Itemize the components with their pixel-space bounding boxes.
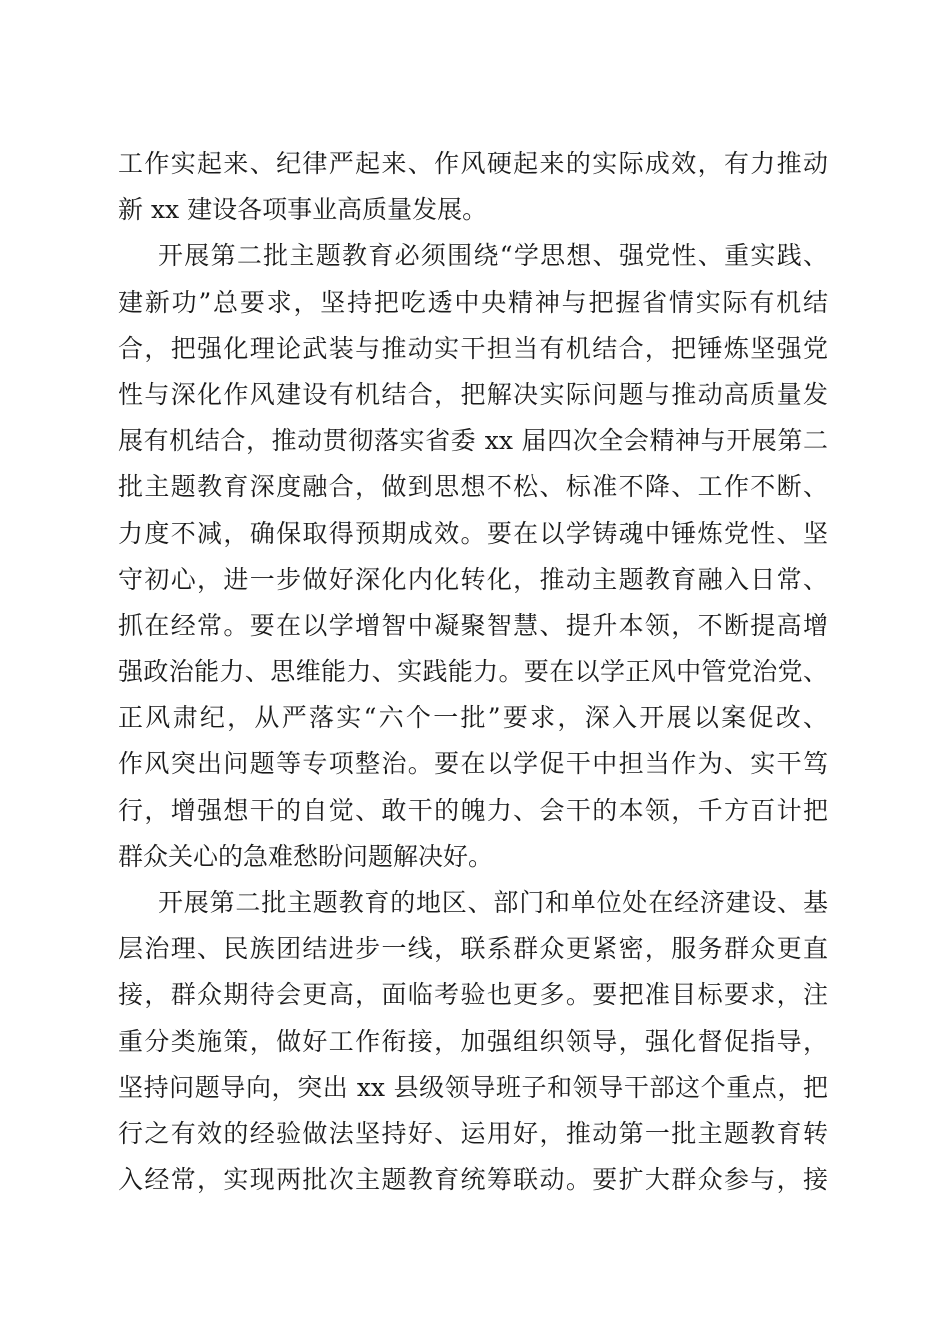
text-line: 正风肃纪，从严落实“六个一批”要求，深入开展以案促改、 [118,703,828,733]
text-line: 守初心，进一步做好深化内化转化，推动主题教育融入日常、 [118,564,828,594]
text-line: 接，群众期待会更高，面临考验也更多。要把准目标要求，注 [118,980,828,1010]
text-line: 作风突出问题等专项整治。要在以学促干中担当作为、实干笃 [118,749,828,779]
text-line: 工作实起来、纪律严起来、作风硬起来的实际成效，有力推动 [118,149,828,178]
text-line: 合，把强化理论武装与推动实干担当有机结合，把锤炼坚强党 [118,333,828,363]
text-line: 批主题教育深度融合，做到思想不松、标准不降、工作不断、 [118,472,828,502]
paragraph-2 [118,233,828,880]
text-line: 开展第二批主题教育的地区、部门和单位处在经济建设、基 [158,888,828,917]
text-line: 入经常，实现两批次主题教育统筹联动。要扩大群众参与，接 [118,1165,828,1195]
text-line: 重分类施策，做好工作衔接，加强组织领导，强化督促指导， [118,1026,828,1056]
text-line: 建新功”总要求，坚持把吃透中央精神与把握省情实际有机结 [118,287,828,317]
text-line: 展有机结合，推动贯彻落实省委 xx 届四次全会精神与开展第二 [118,426,828,456]
text-line: 群众关心的急难愁盼问题解决好。 [118,841,494,871]
text-line: 力度不减，确保取得预期成效。要在以学铸魂中锤炼党性、坚 [118,518,828,548]
text-line: 层治理、民族团结进步一线，联系群众更紧密，服务群众更直 [118,934,828,964]
text-line: 行，增强想干的自觉、敢干的魄力、会干的本领，千方百计把 [118,795,828,825]
text-line: 性与深化作风建设有机结合，把解决实际问题与推动高质量发 [118,379,828,409]
text-line: 开展第二批主题教育必须围绕“学思想、强党性、重实践、 [158,241,828,271]
text-line: 坚持问题导向，突出 xx 县级领导班子和领导干部这个重点，把 [118,1072,828,1102]
text-line: 行之有效的经验做法坚持好、运用好，推动第一批主题教育转 [118,1118,828,1148]
text-line: 强政治能力、思维能力、实践能力。要在以学正风中管党治党、 [118,657,828,687]
paragraph-3 [118,880,828,1203]
body-text [118,141,828,1203]
paragraph-1 [118,141,828,233]
text-line: 抓在经常。要在以学增智中凝聚智慧、提升本领，不断提高增 [118,610,828,640]
text-line: 新 xx 建设各项事业高质量发展。 [118,195,488,225]
